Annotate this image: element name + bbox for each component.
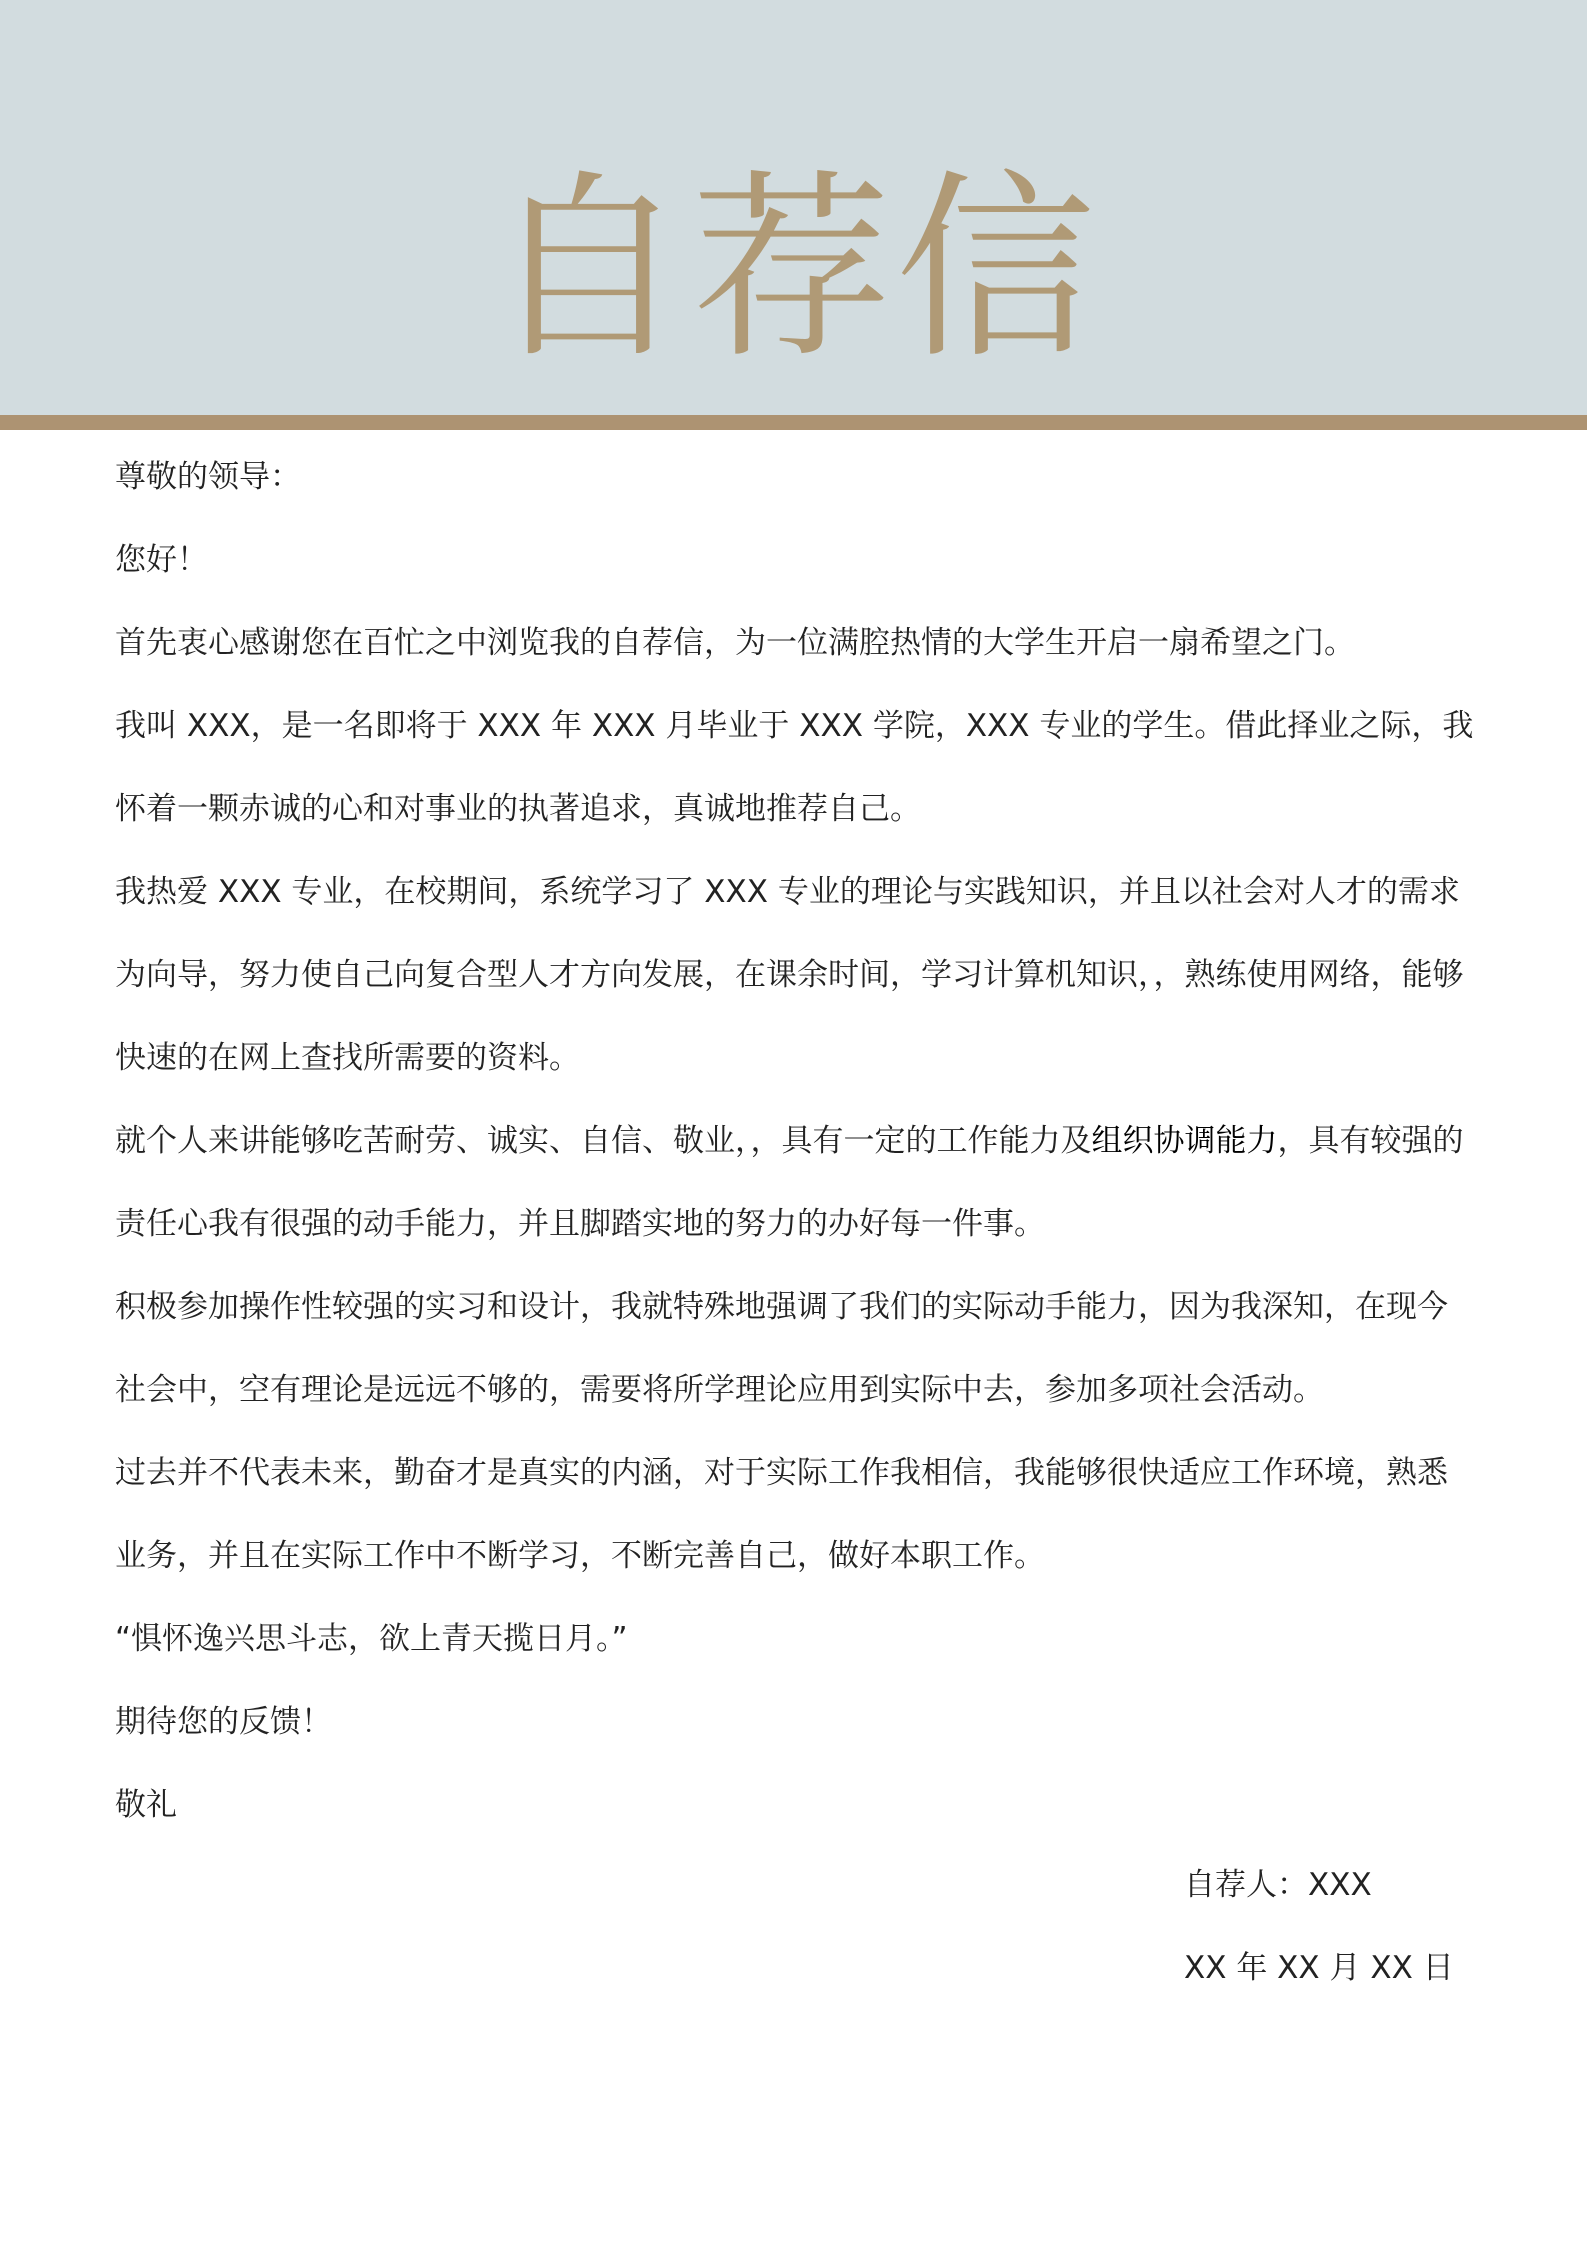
- signature-block: [1184, 1844, 1544, 2010]
- paragraph-introduction: 我叫 XXX，是一名即将于 XXX 年 XXX 月毕业于 XXX 学院，XXX 专业的学生。借此择业之际，我怀着一颗赤诚的心和对事业的执著追求，真诚地推荐自己。: [115, 708, 1474, 827]
- qualities-text-after: ，具有较强的责任心我有很强的动手能力，并且脚踏实地的努力的办好每一件事。: [115, 1123, 1464, 1242]
- regards: 敬礼: [115, 1787, 177, 1823]
- paragraph-practice: 积极参加操作性较强的实习和设计，我就特殊地强调了我们的实际动手能力，因为我深知，在现今社会中，空有理论是远远不够的，需要将所学理论应用到实际中去，参加多项社会活动。: [115, 1289, 1448, 1408]
- paragraph-future: 过去并不代表未来，勤奋才是真实的内涵，对于实际工作我相信，我能够很快适应工作环境，熟悉业务，并且在实际工作中不断学习，不断完善自己，做好本职工作。: [115, 1455, 1448, 1574]
- signature-author: 自荐人：XXX: [1184, 1867, 1372, 1903]
- qualities-text-before: 就个人来讲能够吃苦耐劳、诚实、自信、敬业，，具有一定的工作能力及: [115, 1123, 1092, 1159]
- closing-expectation: 期待您的反馈！: [115, 1704, 332, 1740]
- greeting: 您好！: [115, 542, 208, 578]
- paragraph-quote: “惧怀逸兴思斗志，欲上青天揽日月。”: [115, 1621, 628, 1657]
- header-band: [0, 0, 1587, 415]
- letter-body: [115, 436, 1475, 1847]
- page-title: 自荐信: [487, 153, 1100, 386]
- header-divider: [0, 415, 1587, 430]
- paragraph-thanks: 首先衷心感谢您在百忙之中浏览我的自荐信，为一位满腔热情的大学生开启一扇希望之门。: [115, 625, 1355, 661]
- salutation: 尊敬的领导：: [115, 459, 301, 495]
- signature-date: XX 年 XX 月 XX 日: [1184, 1950, 1454, 1986]
- qualities-emphasis: 组织协调能力: [1091, 1123, 1278, 1159]
- paragraph-personal-qualities: [115, 1100, 1475, 1266]
- paragraph-major: 我热爱 XXX 专业，在校期间，系统学习了 XXX 专业的理论与实践知识，并且以社会对人才的需求为向导，努力使自己向复合型人才方向发展，在课余时间，学习计算机知识，，熟练使用网络，能够快速的在网上查找所需要的资料。: [115, 874, 1464, 1076]
